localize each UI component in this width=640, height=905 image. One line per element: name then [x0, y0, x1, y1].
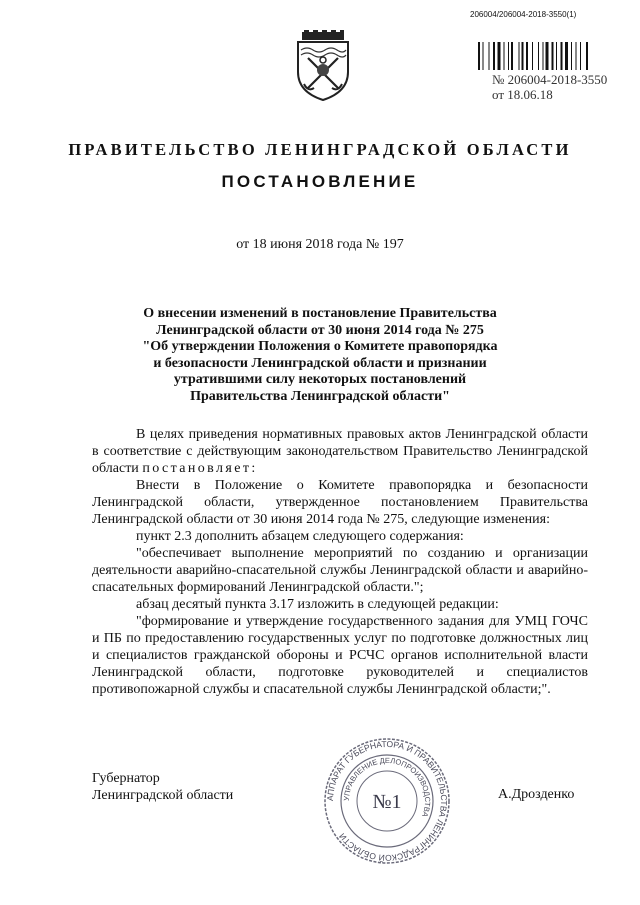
body-paragraph: пункт 2.3 дополнить абзацем следующего содержания:: [136, 529, 464, 544]
official-seal-icon: [322, 736, 452, 866]
barcode-bar: [546, 42, 549, 70]
barcode-bar: [511, 42, 513, 70]
barcode-bar: [508, 42, 509, 70]
barcode-bar: [571, 42, 572, 70]
barcode-bar: [498, 42, 501, 70]
barcode-bar: [552, 42, 554, 70]
document-id: 206004/206004-2018-3550(1): [470, 10, 577, 19]
registration-number: № 206004-2018-3550: [492, 72, 608, 87]
barcode-bar: [565, 42, 568, 70]
position-line: Ленинградской области: [92, 788, 234, 803]
barcode-bar: [561, 42, 563, 70]
title-line: и безопасности Ленинградской области и признании: [153, 355, 487, 371]
position-line: Губернатор: [92, 771, 160, 786]
title-line: Правительства Ленинградской области": [190, 388, 450, 404]
title-line: Ленинградской области от 30 июня 2014 года № 275: [156, 322, 484, 338]
barcode-bar: [580, 42, 581, 70]
decree-date-number: от 18 июня 2018 года № 197: [236, 237, 404, 252]
barcode-bar: [543, 42, 544, 70]
barcode-bar: [519, 42, 520, 70]
document-type: ПОСТАНОВЛЕНИЕ: [221, 172, 419, 191]
coat-of-arms-icon: [292, 30, 354, 102]
barcode-bar: [489, 42, 490, 70]
barcode-icon: [478, 42, 616, 70]
title-line: "Об утверждении Положения о Комитете правопорядка: [142, 339, 498, 354]
barcode-bar: [522, 42, 524, 70]
barcode-bar: [586, 42, 588, 70]
body-paragraph: Внести в Положение о Комитете правопорядка и безопасности Ленинградской области, утвержденное постановлением Правительства Ленинградской области от 30 июня 2014 года № 275, следующие изменения:: [92, 478, 588, 527]
barcode-bar: [493, 42, 495, 70]
government-name: ПРАВИТЕЛЬСТВО ЛЕНИНГРАДСКОЙ ОБЛАСТИ: [68, 140, 572, 159]
title-line: О внесении изменений в постановление Правительства: [143, 306, 497, 321]
title-line: утратившими силу некоторых постановлений: [173, 372, 467, 387]
seal-inner-text: УПРАВЛЕНИЕ ДЕЛОПРОИЗВОДСТВА: [341, 755, 433, 819]
resolution-keyword: постановляет:: [142, 461, 258, 476]
barcode-bar: [504, 42, 505, 70]
signatory-position: [92, 770, 233, 804]
signatory-name: А.Дрозденко: [498, 787, 575, 802]
body-paragraph: "обеспечивает выполнение мероприятий по созданию и организации деятельности аварийно-спасательной службы Ленинградской области и аварийно-спасательных формирований Ленинградской области.";: [92, 546, 588, 595]
barcode-bar: [532, 42, 533, 70]
barcode-bar: [483, 42, 484, 70]
barcode-bar: [478, 42, 480, 70]
body-paragraph: [92, 426, 588, 477]
barcode-bar: [556, 42, 557, 70]
decree-body: [92, 426, 588, 698]
body-paragraph: абзац десятый пункта 3.17 изложить в следующей редакции:: [136, 597, 499, 612]
preamble-text: В целях приведения нормативных правовых актов Ленинградской области в соответствие с действующим законодательством Правительство Ленинградской области: [92, 427, 588, 476]
decree-title: [90, 306, 550, 405]
barcode-bar: [576, 42, 577, 70]
seal-ring-text: АППАРАТ ГУБЕРНАТОРА И ПРАВИТЕЛЬСТВА ЛЕНИНГРАДСКОЙ ОБЛАСТИ: [324, 738, 450, 864]
registration-date: от 18.06.18: [492, 87, 553, 102]
seal-number: №1: [372, 791, 402, 813]
barcode-bar: [526, 42, 528, 70]
body-paragraph: "формирование и утверждение государственного задания для УМЦ ГОЧС и ПБ по предоставлению государственных услуг по подготовке должностных лиц и специалистов гражданской обороны и РСЧС органов исполнительной власти Ленинградской области, подготовке руководителей и специалистов противопожарной службы и спасательной службы Ленинградской области;".: [92, 614, 588, 697]
registration-block: [492, 72, 607, 102]
barcode-bar: [538, 42, 539, 70]
